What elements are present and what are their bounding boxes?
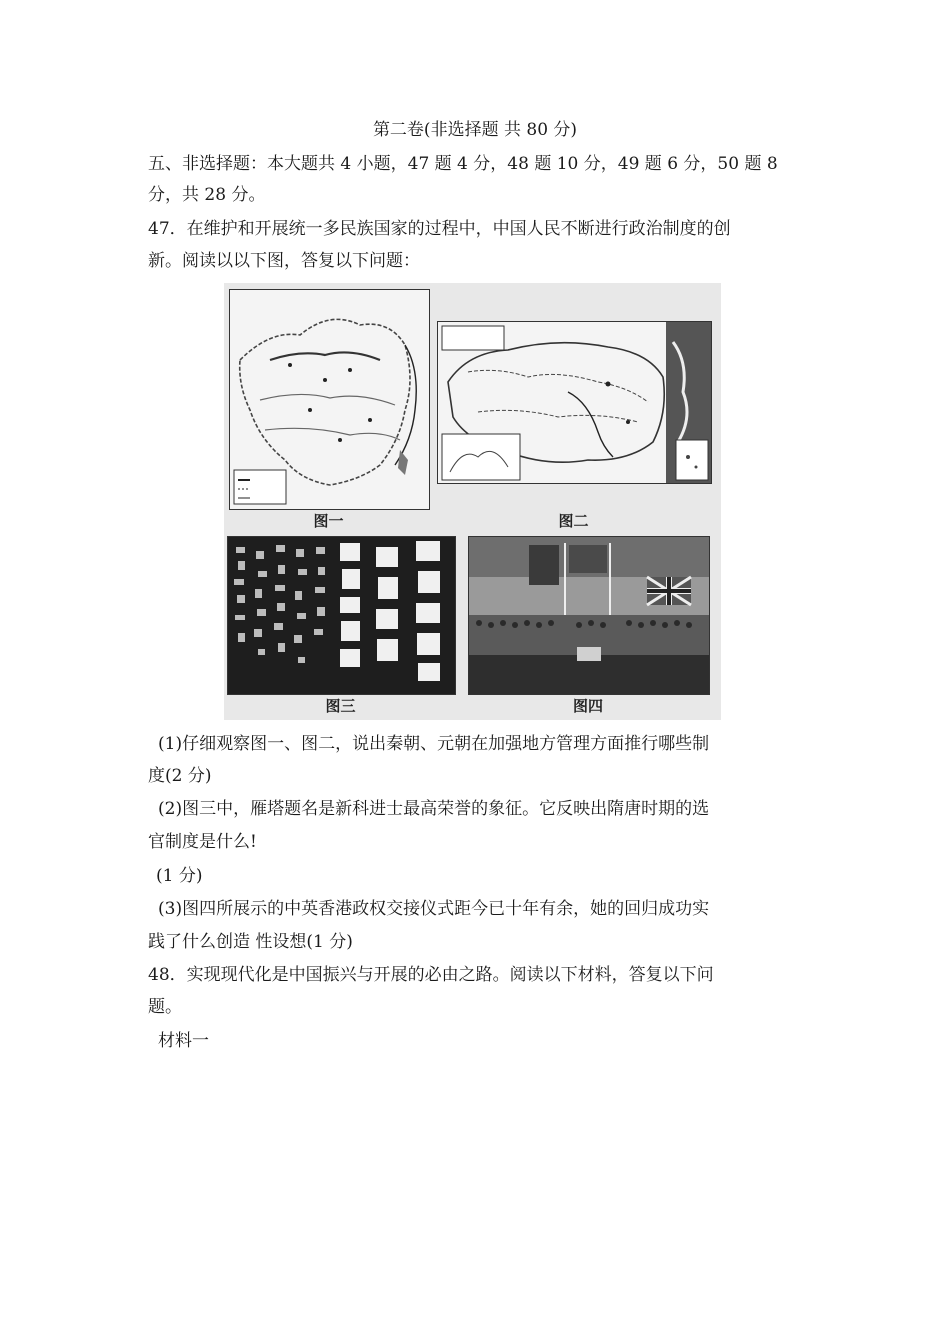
section-instructions-line-1: 五、非选择题：本大题共 4 小题，47 题 4 分，48 题 10 分，49 题 6 分，50 题 8 <box>148 154 778 174</box>
photo-drawing <box>469 537 709 694</box>
paper-section-title: 第二卷(非选择题 共 80 分) <box>372 120 578 140</box>
question-47-part-1-line-1: (1)仔细观察图一、图二，说出秦朝、元朝在加强地方管理方面推行哪些制 <box>158 734 710 754</box>
figure-3-inscription-rubbing <box>227 536 456 695</box>
figure-1-caption: 图一 <box>313 512 344 530</box>
figure-4-handover-ceremony-photo <box>468 536 710 695</box>
figure-2-caption: 图二 <box>558 512 589 530</box>
figure-4-caption: 图四 <box>572 697 603 715</box>
map-drawing <box>438 322 711 483</box>
material-one-label: 材料一 <box>158 1031 209 1051</box>
figure-3-caption: 图三 <box>325 697 356 715</box>
question-47-part-2-line-1: (2)图三中，雁塔题名是新科进士最高荣誉的象征。它反映出隋唐时期的选 <box>158 799 710 819</box>
question-47-figure <box>224 283 721 720</box>
question-47-part-1-line-2: 度(2 分) <box>148 766 212 786</box>
figure-1-qin-map <box>229 289 430 510</box>
figure-2-yuan-map <box>437 321 712 484</box>
rubbing-drawing <box>228 537 455 694</box>
question-47-line-2: 新。阅读以以下图，答复以下问题： <box>148 251 420 271</box>
question-47-part-2-line-2: 官制度是什么! <box>148 832 257 852</box>
map-drawing <box>230 290 429 509</box>
question-47-part-3-line-2: 践了什么创造 性设想(1 分) <box>148 932 353 952</box>
question-48-line-1: 48．实现现代化是中国振兴与开展的必由之路。阅读以下材料，答复以下问 <box>148 965 714 985</box>
question-48-line-2: 题。 <box>148 997 182 1017</box>
question-47-line-1: 47．在维护和开展统一多民族国家的过程中，中国人民不断进行政治制度的创 <box>148 219 731 239</box>
question-47-part-2-score: (1 分) <box>156 866 203 886</box>
section-instructions-line-2: 分，共 28 分。 <box>148 185 266 205</box>
question-47-part-3-line-1: (3)图四所展示的中英香港政权交接仪式距今已十年有余，她的回归成功实 <box>158 899 710 919</box>
union-flag-icon <box>647 577 691 605</box>
